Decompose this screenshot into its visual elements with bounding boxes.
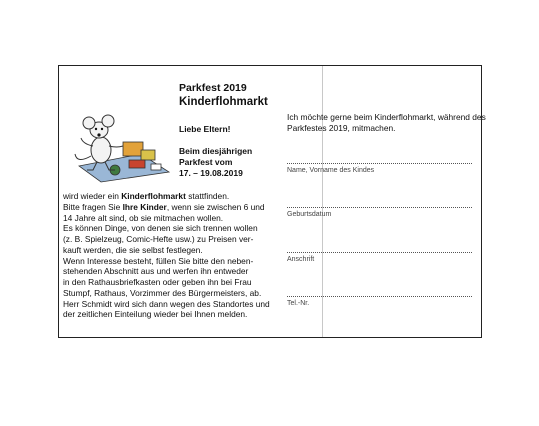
fill-line (287, 251, 472, 253)
emphasis: Kinderflohmarkt (121, 191, 186, 201)
address-field[interactable] (287, 251, 472, 263)
emphasis: Ihre Kinder (122, 201, 167, 212)
body-line: Wenn Interesse besteht, füllen Sie bitte den neben- (63, 255, 254, 266)
body-line: 14 Jahre alt sind, ob sie mitmachen wollen. (63, 212, 224, 223)
field-label: Name, Vorname des Kindes (287, 167, 375, 174)
body-line: wird wieder ein Kinderflohmarkt stattfinden. (63, 191, 230, 201)
body-line: (z. B. Spielzeug, Comic-Hefte usw.) zu Preisen ver- (63, 234, 254, 244)
body-line: Bitte fragen Sie Ihre Kinder, wenn sie zwischen 6 und (63, 201, 265, 212)
signup-intro (287, 112, 486, 134)
phone-field[interactable] (287, 295, 472, 307)
event-title: Parkfest 2019 (179, 82, 247, 94)
body-line: der zeitlichen Einteilung wieder bei Ihnen melden. (63, 309, 248, 320)
body-line: kauft werden, die sie selbst festlegen. (63, 244, 203, 255)
body-text (63, 191, 318, 320)
signup-intro-line-2: Parkfestes 2019, mitmachen. (287, 123, 396, 133)
body-line: Herr Schmidt wird sich dann wegen des Standortes und (63, 298, 270, 309)
fill-line (287, 206, 472, 208)
birthdate-field[interactable] (287, 206, 472, 218)
body-line: Es können Dinge, von denen sie sich trennen wollen (63, 223, 258, 234)
fill-line (287, 295, 472, 297)
flyer-title: Kinderflohmarkt (179, 96, 268, 108)
body-line: stehenden Abschnitt aus und werfen ihn entweder (63, 266, 249, 277)
body-line: in den Rathausbriefkasten oder geben ihn bei Frau (63, 277, 252, 287)
intro-line-2: Parkfest vom (179, 157, 233, 167)
greeting: Liebe Eltern! (179, 124, 231, 134)
field-label: Geburtsdatum (287, 211, 332, 218)
flyer-card (58, 65, 486, 338)
field-label: Anschrift (287, 256, 315, 263)
event-dates: 17. – 19.08.2019 (179, 168, 243, 178)
fill-line (287, 162, 472, 164)
body-line: Stumpf, Rathaus, Vorzimmer des Bürgermeisters, ab. (63, 287, 262, 298)
flea-market-mouse-illustration (71, 114, 171, 184)
field-label: Tel.-Nr. (287, 300, 310, 307)
signup-intro-line-1: Ich möchte gerne beim Kinderflohmarkt, während des (287, 112, 486, 122)
intro-line-1: Beim diesjährigen (179, 146, 253, 156)
child-name-field[interactable] (287, 162, 472, 174)
